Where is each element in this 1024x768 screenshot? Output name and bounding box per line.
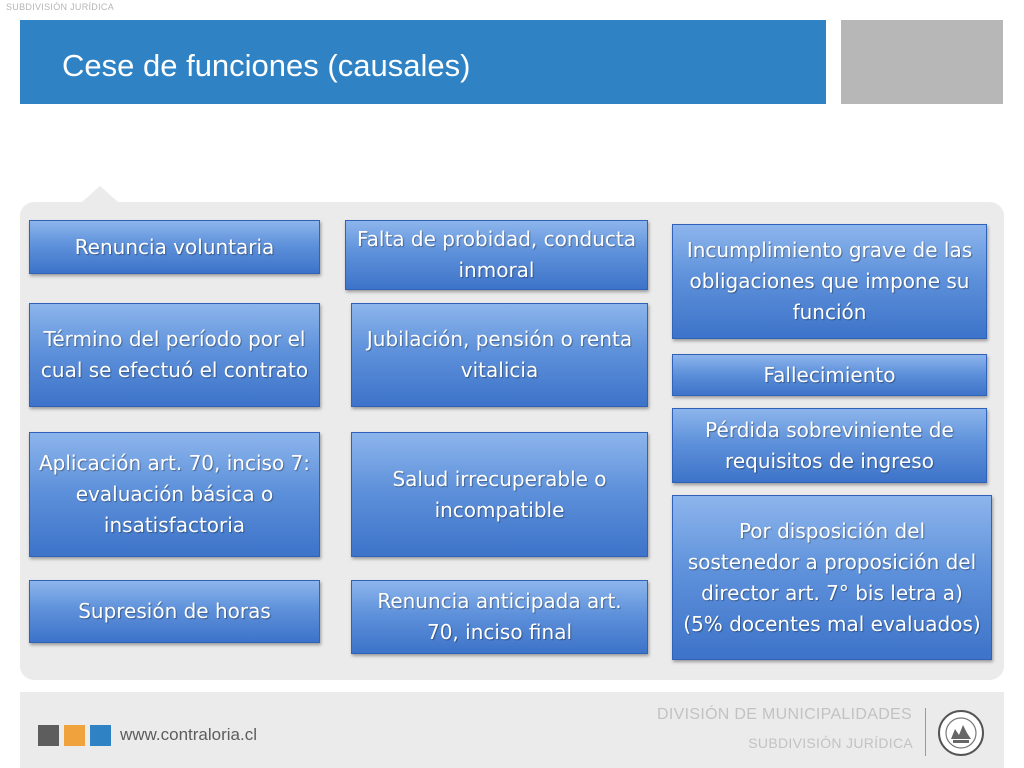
cause-box-incumplimiento-grave: Incumplimiento grave de las obligaciones que impone su función bbox=[672, 224, 987, 339]
header-gray-block bbox=[841, 20, 1003, 104]
cause-box-jubilacion: Jubilación, pensión o renta vitalicia bbox=[351, 303, 648, 407]
cause-box-aplicacion-art-70: Aplicación art. 70, inciso 7: evaluación básica o insatisfactoria bbox=[29, 432, 320, 557]
cause-box-perdida-requisitos: Pérdida sobreviniente de requisitos de ingreso bbox=[672, 408, 987, 483]
cause-box-disposicion-sostenedor: Por disposición del sostenedor a proposición del director art. 7° bis letra a) (5% docentes mal evaluados) bbox=[672, 495, 992, 660]
cause-box-termino-periodo: Término del período por el cual se efectuó el contrato bbox=[29, 303, 320, 407]
footer-square-blue bbox=[90, 725, 111, 746]
panel-notch bbox=[82, 186, 118, 202]
division-name: DIVISIÓN DE MUNICIPALIDADES bbox=[657, 706, 912, 723]
cause-box-fallecimiento: Fallecimiento bbox=[672, 354, 987, 396]
subdivision-name: SUBDIVISIÓN JURÍDICA bbox=[748, 735, 913, 751]
title-bar bbox=[20, 20, 826, 104]
contraloria-seal-icon bbox=[937, 709, 985, 757]
cause-box-salud-irrecuperable: Salud irrecuperable o incompatible bbox=[351, 432, 648, 557]
footer-separator bbox=[925, 708, 926, 756]
page-title: Cese de funciones (causales) bbox=[62, 48, 471, 83]
top-section-label: SUBDIVISIÓN JURÍDICA bbox=[6, 2, 115, 12]
footer-square-gray bbox=[38, 725, 59, 746]
footer-square-orange bbox=[64, 725, 85, 746]
cause-box-renuncia-anticipada: Renuncia anticipada art. 70, inciso final bbox=[351, 580, 648, 654]
cause-box-falta-probidad: Falta de probidad, conducta inmoral bbox=[345, 220, 648, 290]
cause-box-renuncia-voluntaria: Renuncia voluntaria bbox=[29, 220, 320, 274]
cause-box-supresion-horas: Supresión de horas bbox=[29, 580, 320, 643]
website-link[interactable]: www.contraloria.cl bbox=[120, 725, 257, 744]
